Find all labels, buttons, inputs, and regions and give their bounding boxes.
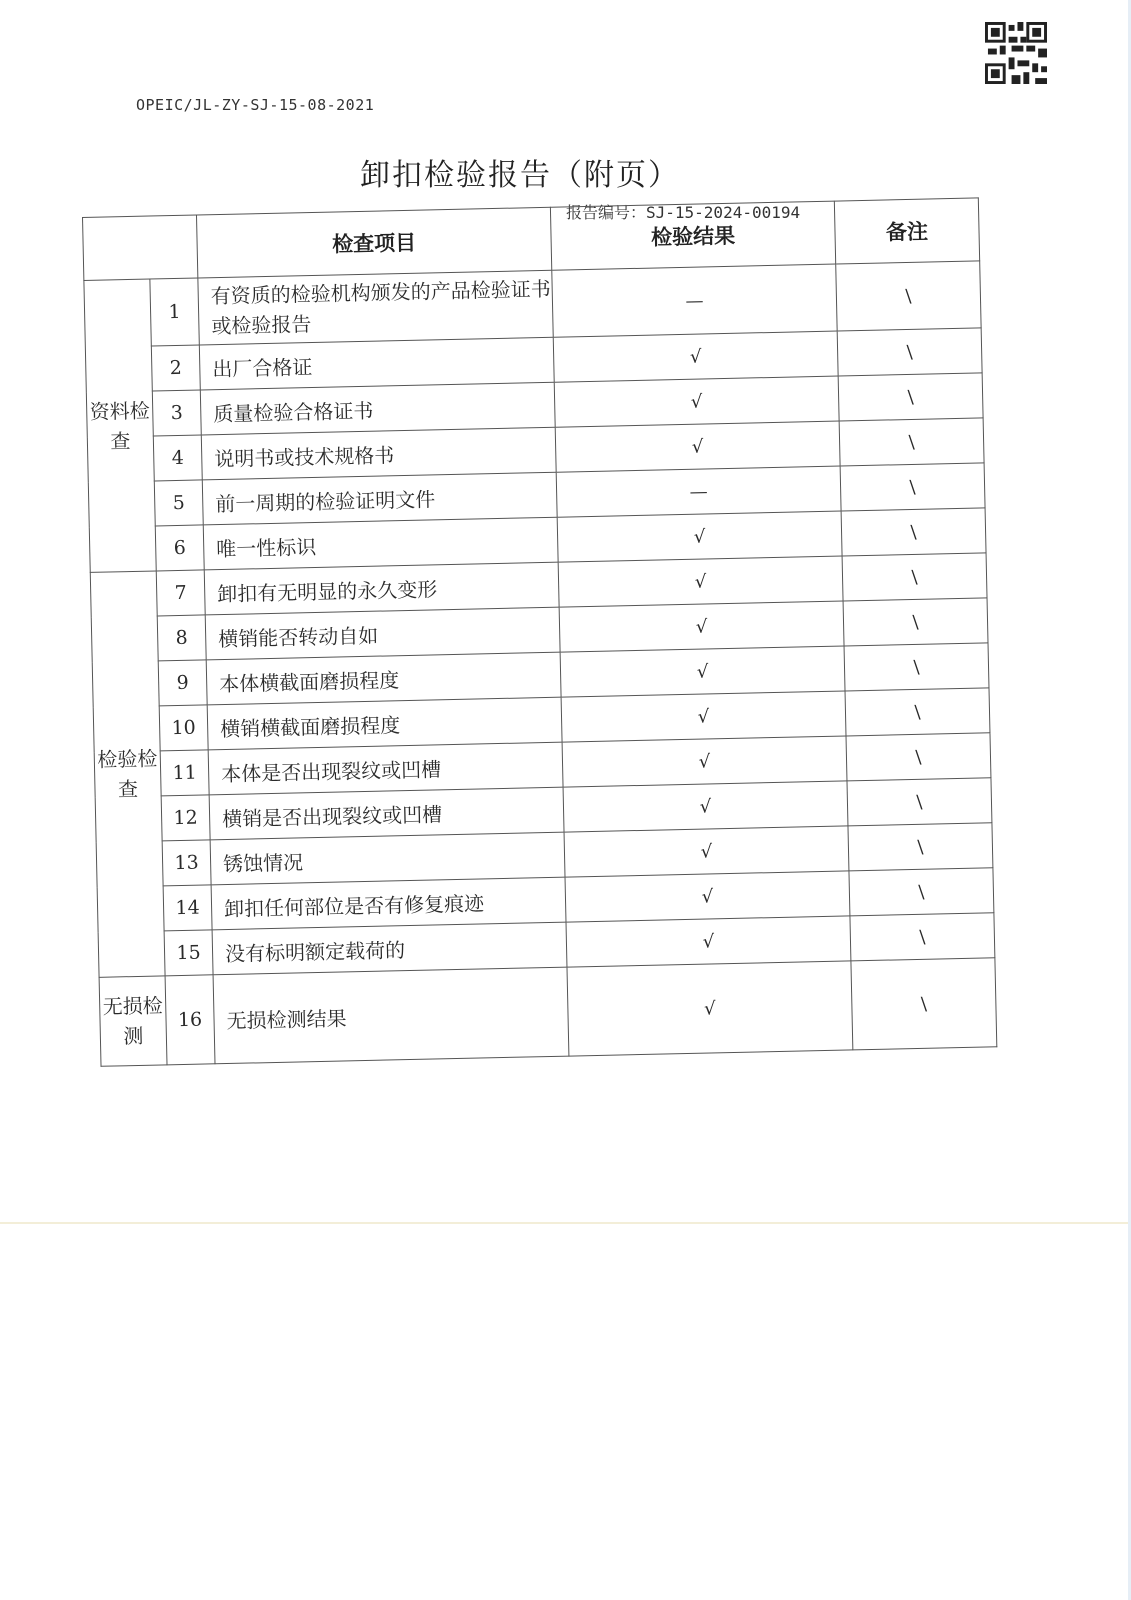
row-number: 16 — [165, 975, 215, 1065]
table-row — [99, 958, 997, 1067]
row-number: 6 — [155, 525, 204, 571]
row-result: √ — [557, 511, 842, 562]
row-item: 前一周期的检验证明文件 — [202, 472, 557, 525]
row-remark: \ — [851, 958, 997, 1050]
row-remark: \ — [841, 508, 986, 556]
row-result: √ — [558, 556, 843, 607]
row-result: — — [552, 264, 837, 337]
row-result: √ — [566, 916, 851, 967]
row-item: 本体是否出现裂纹或凹槽 — [208, 742, 563, 795]
row-number: 1 — [150, 278, 199, 346]
inspection-table-container — [82, 197, 996, 1066]
row-result: √ — [564, 826, 849, 877]
row-item: 锈蚀情况 — [210, 832, 565, 885]
scan-divider-line — [0, 1222, 1131, 1224]
row-remark: \ — [845, 688, 990, 736]
row-number: 12 — [161, 795, 210, 841]
row-number: 8 — [157, 615, 206, 661]
row-item: 横销是否出现裂纹或凹槽 — [209, 787, 564, 840]
row-number: 11 — [160, 750, 209, 796]
document-code: OPEIC/JL-ZY-SJ-15-08-2021 — [136, 96, 375, 114]
row-result: √ — [559, 601, 844, 652]
row-number: 7 — [156, 570, 205, 616]
row-item: 卸扣任何部位是否有修复痕迹 — [211, 877, 566, 930]
row-remark: \ — [847, 778, 992, 826]
row-result: √ — [562, 736, 847, 787]
row-item: 横销横截面磨损程度 — [207, 697, 562, 750]
row-result: √ — [561, 691, 846, 742]
row-remark: \ — [839, 418, 984, 466]
page-title: 卸扣检验报告（附页） — [360, 158, 680, 193]
row-item: 质量检验合格证书 — [200, 382, 555, 435]
row-remark: \ — [846, 733, 991, 781]
row-number: 4 — [153, 435, 202, 481]
row-number: 10 — [159, 705, 208, 751]
row-result: √ — [563, 781, 848, 832]
row-item: 没有标明额定载荷的 — [212, 922, 567, 975]
row-result: √ — [554, 376, 839, 427]
row-number: 5 — [154, 480, 203, 526]
row-remark: \ — [837, 328, 982, 376]
row-item: 出厂合格证 — [199, 337, 554, 390]
row-number: 3 — [152, 390, 201, 436]
row-item: 横销能否转动自如 — [205, 607, 560, 660]
row-number: 13 — [162, 840, 211, 886]
row-number: 2 — [151, 345, 200, 391]
row-item: 有资质的检验机构颁发的产品检验证书或检验报告 — [198, 270, 553, 345]
row-item: 无损检测结果 — [213, 967, 569, 1064]
row-item: 说明书或技术规格书 — [201, 427, 556, 480]
row-remark: \ — [850, 913, 995, 961]
row-remark: \ — [840, 463, 985, 511]
row-remark: \ — [844, 643, 989, 691]
inspection-table — [82, 197, 997, 1066]
row-remark: \ — [838, 373, 983, 421]
header-item: 检查项目 — [196, 207, 551, 278]
group-inspection-check: 检验检查 — [90, 571, 165, 977]
report-number: 报告编号：SJ-15-2024-00194 — [566, 203, 801, 222]
header-blank-cell — [83, 215, 198, 280]
row-result: — — [556, 466, 841, 517]
row-item: 唯一性标识 — [203, 517, 558, 570]
row-item: 本体横截面磨损程度 — [206, 652, 561, 705]
row-result: √ — [567, 961, 853, 1056]
row-remark: \ — [849, 868, 994, 916]
row-number: 15 — [164, 930, 213, 976]
row-remark: \ — [842, 553, 987, 601]
header-result: 检验结果 — [550, 201, 835, 270]
row-remark: \ — [848, 823, 993, 871]
row-remark: \ — [836, 261, 981, 331]
row-result: √ — [553, 331, 838, 382]
row-result: √ — [565, 871, 850, 922]
row-remark: \ — [843, 598, 988, 646]
row-number: 14 — [163, 885, 212, 931]
row-number: 9 — [158, 660, 207, 706]
row-item: 卸扣有无明显的永久变形 — [204, 562, 559, 615]
row-result: √ — [560, 646, 845, 697]
group-ndt: 无损检测 — [99, 976, 167, 1066]
group-document-check: 资料检查 — [84, 279, 156, 572]
header-remark: 备注 — [834, 198, 979, 264]
qr-code-icon — [985, 22, 1047, 84]
row-result: √ — [555, 421, 840, 472]
